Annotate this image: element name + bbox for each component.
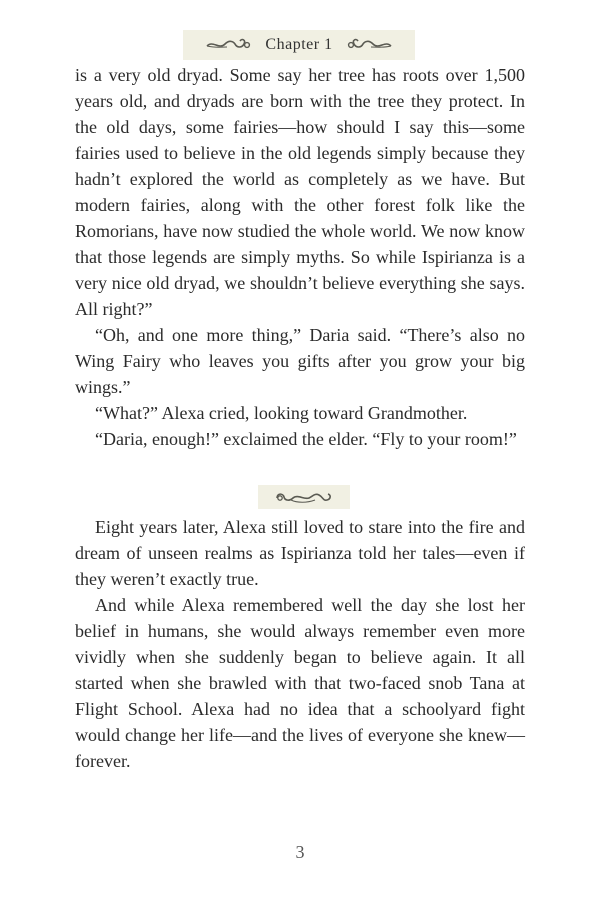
- page-number: 3: [295, 842, 305, 862]
- paragraph: “Oh, and one more thing,” Daria said. “There’s also no Wing Fairy who leaves you gifts after you grow your big wings.”: [75, 325, 525, 397]
- chapter-title: Chapter 1: [265, 36, 333, 53]
- paragraph: is a very old dryad. Some say her tree has roots over 1,500 years old, and dryads are born with the tree they protect. In the old days, some fairies—how should I say this—some fairies used to believe in the old legends simply because they hadn’t explored the world as completely as we have. But modern fairies, along with the other forest folk like the Romorians, have now studied the whole world. We now know that those legends are simply myths. So while Ispirianza is a very nice old dryad, we shouldn’t believe everything she says. All right?”: [75, 65, 525, 319]
- text-block-top: [75, 62, 525, 452]
- paragraph: “What?” Alexa cried, looking toward Grandmother.: [95, 403, 468, 423]
- text-block-bottom: [75, 514, 525, 774]
- paragraph: “Daria, enough!” exclaimed the elder. “Fly to your room!”: [95, 429, 517, 449]
- scroll-ornament-icon: [273, 488, 335, 506]
- chapter-header: [183, 30, 415, 60]
- flourish-right-icon: [347, 35, 393, 55]
- paragraph: And while Alexa remembered well the day she lost her belief in humans, she would always remember even more vividly when she suddenly began to believe again. It all started when she brawled with that two-faced snob Tana at Flight School. Alexa had no idea that a schoolyard fight would change her life—and the lives of everyone she knew—forever.: [75, 595, 525, 771]
- section-break: [258, 485, 350, 509]
- paragraph: Eight years later, Alexa still loved to stare into the fire and dream of unseen realms as Ispirianza told her tales—even if they weren’t exactly true.: [75, 517, 525, 589]
- flourish-left-icon: [205, 35, 251, 55]
